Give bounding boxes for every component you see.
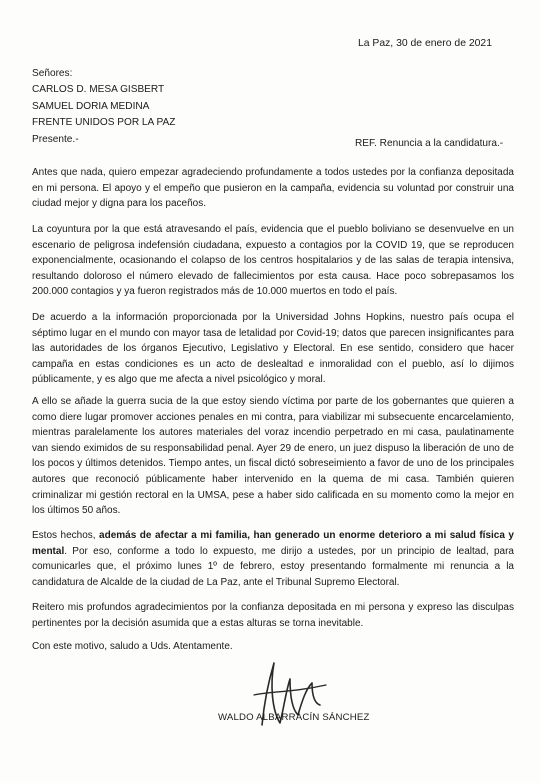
recipient-line: Señores: <box>32 68 73 79</box>
recipient-line: FRENTE UNIDOS POR LA PAZ <box>32 117 176 129</box>
paragraph: De acuerdo a la información proporcionada por la Universidad Johns Hopkins, nuestro país ocupa el séptimo lugar en el mundo con mayor tasa de letalidad por Covid-19; datos que parecen insignificantes para las autoridades de los órganos Ejecutivo, Legislativo y Electoral. En ese sentido, considero que hacer campaña en estas condiciones es un acto de deslealtad e inmoralidad con el pueblo, así lo dijimos públicamente, y es algo que me afecta a nivel psicológico y moral. <box>32 312 514 386</box>
letter-date: La Paz, 30 de enero de 2021 <box>357 38 492 49</box>
paragraph-text: Estos hechos, <box>32 530 100 541</box>
recipient-line: Presente.- <box>32 133 79 145</box>
closing-line: Con este motivo, saludo a Uds. Atentamente. <box>32 641 233 652</box>
paragraph <box>32 528 514 590</box>
signature-name: WALDO ALBARRACÍN SÁNCHEZ <box>218 712 370 723</box>
recipient-line: CARLOS D. MESA GISBERT <box>32 84 165 96</box>
reference-line: REF. Renuncia a la candidatura.- <box>355 138 504 149</box>
handwritten-signature <box>240 655 330 735</box>
paragraph-emphasis: además de afectar a mi familia, han generado un enorme deterioro a mi salud física y mental <box>32 530 514 557</box>
paragraph-text: . Por eso, conforme a todo lo expuesto, me dirijo a ustedes, por un principio de lealtad, para comunicarles que, el próximo lunes 1º de febrero, estoy presentando formalmente mi renuncia a la candidatura de Alcalde de la ciudad de La Paz, ante el Tribunal Supremo Electoral. <box>32 545 514 588</box>
recipients-block <box>32 66 175 148</box>
paragraph: Antes que nada, quiero empezar agradeciendo profundamente a todos ustedes por la confianza depositada en mi persona. El apoyo y el empeño que pusieron en la campaña, evidencia su voluntad por construir una ciudad mejor y digna para los paceños. <box>32 167 514 210</box>
paragraph: A ello se añade la guerra sucia de la que estoy siendo víctima por parte de los gobernantes que quieren a como diere lugar promover acciones penales en mi contra, para viabilizar mi subsecuente encarcelamiento, mientras paralelamente los autores materiales del voraz incendio perpetrado en mi casa, paulatinamente van siendo eximidos de su responsabilidad penal. Ayer 29 de enero, un juez dispuso la liberación de uno de los pocos y últimos detenidos. Tiempo antes, un fiscal dictó sobreseimiento a favor de uno de los principales autores que reconoció públicamente haber intervenido en la quema de mi casa. También quieren criminalizar mi gestión rectoral en la UMSA, pese a haber sido calificada en su momento como la mejor en los últimos 50 años. <box>32 396 514 517</box>
paragraph: La coyuntura por la que está atravesando el país, evidencia que el pueblo boliviano se desenvuelve en un escenario de peligrosa indefensión ciudadana, expuesto a contagios por la COVID 19, que se reproducen exponencialmente, ocasionando el colapso de los centros hospitalarios y de las salas de terapia intensiva, resultando doloroso el número elevado de fallecimientos por esta causa. Hace poco sobrepasamos los 200.000 contagios y ya fueron registrados más de 10.000 muertos en todo el país. <box>32 224 514 298</box>
recipient-line: SAMUEL DORIA MEDINA <box>32 100 150 112</box>
paragraph: Reitero mis profundos agradecimientos por la confianza depositada en mi persona y expreso las disculpas pertinentes por la decisión asumida que a estas alturas se torna inevitable. <box>32 602 514 629</box>
